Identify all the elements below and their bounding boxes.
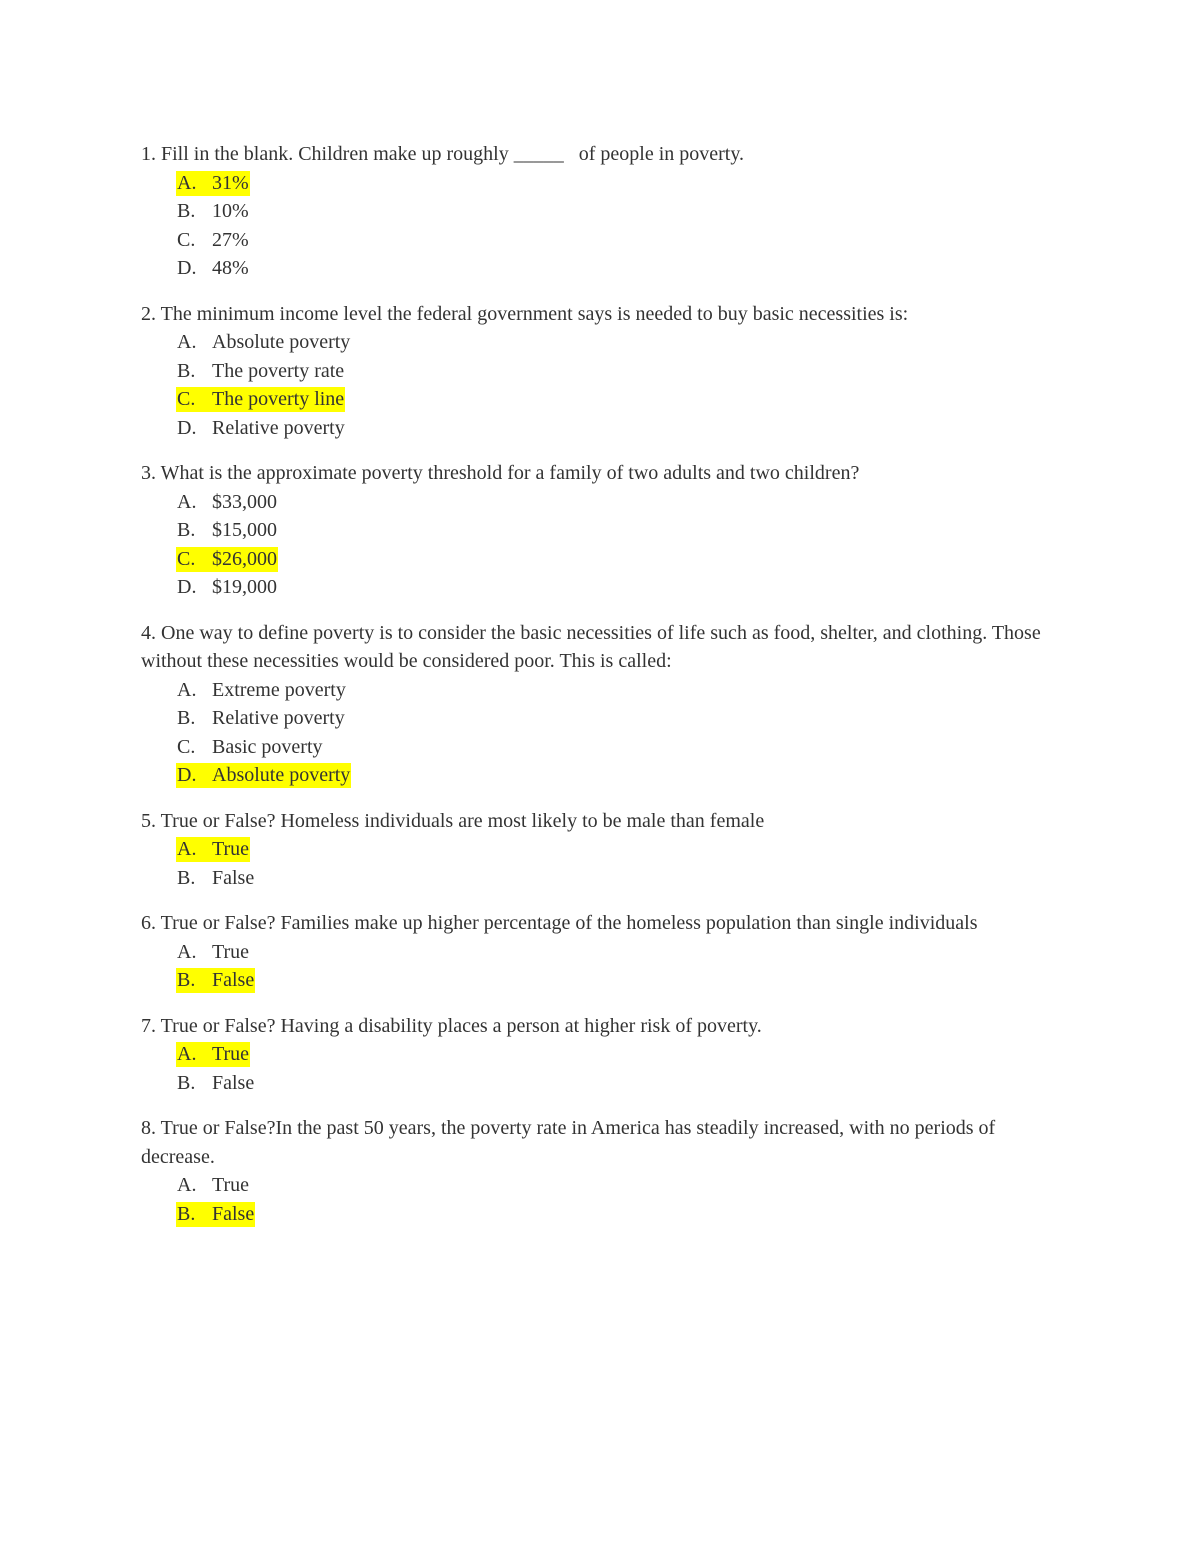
answer-options bbox=[141, 938, 1071, 995]
option-text: $19,000 bbox=[212, 576, 277, 598]
answer-option bbox=[176, 1069, 1071, 1098]
option-letter: C. bbox=[177, 228, 196, 251]
highlighted-correct-answer bbox=[176, 1042, 250, 1067]
option-text: False bbox=[212, 1202, 255, 1225]
answer-option bbox=[176, 938, 1071, 967]
answer-option bbox=[176, 169, 1071, 198]
answer-option bbox=[176, 385, 1071, 414]
option-text: Extreme poverty bbox=[212, 678, 346, 701]
highlighted-correct-answer bbox=[176, 763, 351, 788]
option-letter: C. bbox=[177, 735, 196, 758]
answer-option bbox=[176, 516, 1071, 545]
option-letter: A. bbox=[177, 331, 197, 353]
answer-option bbox=[176, 704, 1071, 733]
option-letter: A. bbox=[177, 678, 197, 701]
answer-option bbox=[176, 573, 1071, 602]
answer-options bbox=[141, 488, 1071, 602]
highlighted-correct-answer bbox=[176, 171, 250, 196]
option-letter: C. bbox=[177, 547, 196, 570]
option-text: True bbox=[212, 838, 250, 860]
answer-option bbox=[176, 357, 1071, 386]
answer-option-body bbox=[176, 330, 351, 355]
option-text: The poverty rate bbox=[212, 359, 345, 382]
option-letter: A. bbox=[177, 1043, 197, 1065]
answer-options bbox=[141, 676, 1071, 790]
answer-option-body bbox=[176, 228, 250, 253]
option-letter: D. bbox=[177, 257, 197, 279]
option-text: Relative poverty bbox=[212, 416, 345, 439]
answer-option bbox=[176, 966, 1071, 995]
option-text: Absolute poverty bbox=[212, 764, 351, 786]
answer-option bbox=[176, 761, 1071, 790]
option-text: 10% bbox=[212, 200, 249, 222]
option-letter: D. bbox=[177, 764, 197, 786]
answer-option bbox=[176, 328, 1071, 357]
option-letter: A. bbox=[177, 1174, 197, 1196]
question-text: 2. The minimum income level the federal government says is needed to buy basic necessities is: bbox=[141, 302, 909, 325]
answer-options bbox=[141, 1171, 1071, 1228]
option-text: Relative poverty bbox=[212, 707, 345, 729]
question-text: 8. True or False?In the past 50 years, the poverty rate in America has steadily increased, with no periods of decrease. bbox=[141, 1117, 1001, 1168]
option-letter: C. bbox=[177, 388, 196, 410]
question-block bbox=[141, 459, 1071, 602]
option-letter: B. bbox=[177, 359, 196, 382]
question-text: 6. True or False? Families make up higher percentage of the homeless population than single individuals bbox=[141, 912, 978, 934]
answer-option bbox=[176, 864, 1071, 893]
question-block bbox=[141, 807, 1071, 893]
highlighted-correct-answer bbox=[176, 1202, 255, 1227]
option-text: False bbox=[212, 866, 255, 889]
answer-option-body bbox=[176, 359, 345, 384]
answer-option-body bbox=[176, 940, 250, 965]
option-text: True bbox=[212, 940, 250, 963]
answer-options bbox=[141, 169, 1071, 283]
option-letter: B. bbox=[177, 969, 196, 991]
answer-options bbox=[141, 1040, 1071, 1097]
answer-option-body bbox=[176, 678, 347, 703]
option-text: 27% bbox=[212, 228, 249, 251]
answer-option-body bbox=[176, 199, 250, 224]
question-text: 4. One way to define poverty is to consider the basic necessities of life such as food, shelter, and clothing. Those without these necessities would be considered poor. This is called: bbox=[141, 621, 1046, 672]
answer-option-body bbox=[176, 735, 324, 760]
question-block bbox=[141, 1114, 1071, 1228]
question-block bbox=[141, 300, 1071, 443]
answer-option bbox=[176, 414, 1071, 443]
answer-option-body bbox=[176, 490, 278, 515]
answer-option-body bbox=[176, 1173, 250, 1198]
answer-option bbox=[176, 835, 1071, 864]
answer-option bbox=[176, 733, 1071, 762]
question-text: 1. Fill in the blank. Children make up roughly _____ of people in poverty. bbox=[141, 143, 745, 165]
answer-option-body bbox=[176, 866, 255, 891]
answer-options bbox=[141, 328, 1071, 442]
option-text: False bbox=[212, 969, 255, 991]
option-letter: D. bbox=[177, 576, 197, 598]
option-text: $33,000 bbox=[212, 490, 277, 513]
question-block bbox=[141, 1012, 1071, 1098]
option-letter: A. bbox=[177, 838, 197, 860]
option-text: True bbox=[212, 1174, 250, 1196]
answer-option bbox=[176, 197, 1071, 226]
answer-option bbox=[176, 1200, 1071, 1229]
question-text: 5. True or False? Homeless individuals are most likely to be male than female bbox=[141, 809, 765, 832]
option-letter: B. bbox=[177, 707, 196, 729]
option-text: Basic poverty bbox=[212, 735, 323, 758]
option-letter: B. bbox=[177, 1071, 196, 1094]
answer-option-body bbox=[176, 518, 278, 543]
answer-option-body bbox=[176, 706, 346, 731]
option-letter: B. bbox=[177, 1202, 196, 1225]
option-text: Absolute poverty bbox=[212, 331, 351, 353]
option-letter: A. bbox=[177, 171, 197, 194]
highlighted-correct-answer bbox=[176, 387, 345, 412]
quiz-question-list bbox=[141, 140, 1071, 1245]
highlighted-correct-answer bbox=[176, 968, 255, 993]
answer-option-body bbox=[176, 575, 278, 600]
question-block bbox=[141, 140, 1071, 283]
question-block bbox=[141, 619, 1071, 790]
answer-option bbox=[176, 488, 1071, 517]
option-text: $15,000 bbox=[212, 519, 277, 541]
answer-option bbox=[176, 1171, 1071, 1200]
answer-option-body bbox=[176, 1071, 255, 1096]
option-letter: B. bbox=[177, 866, 196, 889]
option-text: The poverty line bbox=[212, 388, 345, 410]
answer-option bbox=[176, 254, 1071, 283]
answer-option bbox=[176, 1040, 1071, 1069]
highlighted-correct-answer bbox=[176, 837, 250, 862]
option-letter: D. bbox=[177, 416, 197, 439]
answer-option-body bbox=[176, 256, 250, 281]
option-text: True bbox=[212, 1043, 250, 1065]
highlighted-correct-answer bbox=[176, 547, 278, 572]
answer-option bbox=[176, 676, 1071, 705]
option-text: 48% bbox=[212, 257, 249, 279]
question-text: 3. What is the approximate poverty threshold for a family of two adults and two children? bbox=[141, 462, 860, 484]
option-text: False bbox=[212, 1071, 255, 1094]
option-letter: A. bbox=[177, 490, 197, 513]
option-text: $26,000 bbox=[212, 547, 277, 570]
question-block bbox=[141, 909, 1071, 995]
answer-options bbox=[141, 835, 1071, 892]
question-text: 7. True or False? Having a disability places a person at higher risk of poverty. bbox=[141, 1014, 762, 1037]
answer-option bbox=[176, 226, 1071, 255]
answer-option-body bbox=[176, 416, 346, 441]
option-text: 31% bbox=[212, 171, 249, 194]
option-letter: B. bbox=[177, 200, 196, 222]
option-letter: B. bbox=[177, 519, 196, 541]
answer-option bbox=[176, 545, 1071, 574]
option-letter: A. bbox=[177, 940, 197, 963]
